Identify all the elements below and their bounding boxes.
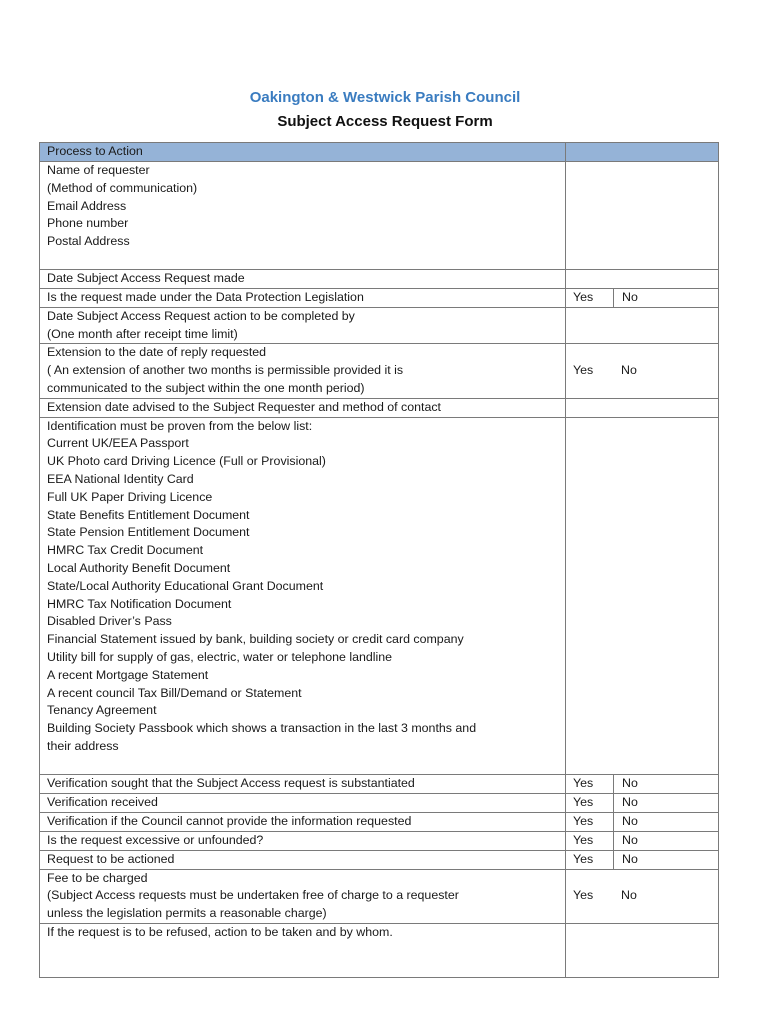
- header-blank-cell: [566, 143, 719, 162]
- verification-cannot-options: [566, 812, 719, 831]
- identification-list-item: EEA National Identity Card: [47, 471, 194, 486]
- identification-field[interactable]: [566, 417, 719, 774]
- text-line: Phone number: [47, 216, 129, 231]
- to-be-actioned-options: [566, 850, 719, 869]
- verification-sought-options: [566, 774, 719, 793]
- no-option[interactable]: No: [613, 775, 718, 793]
- header-label: Process to Action: [40, 143, 566, 162]
- requester-details-label: [40, 162, 566, 270]
- date-complete-field[interactable]: [566, 307, 719, 344]
- identification-list-item: HMRC Tax Credit Document: [47, 543, 204, 558]
- text-line: Name of requester: [47, 163, 150, 177]
- form-title: Subject Access Request Form: [277, 113, 493, 130]
- identification-list-item: HMRC Tax Notification Document: [47, 596, 232, 611]
- no-option[interactable]: No: [621, 888, 637, 903]
- organization-name: Oakington & Westwick Parish Council: [249, 89, 521, 106]
- identification-list-item: Full UK Paper Driving Licence: [47, 489, 213, 504]
- no-option[interactable]: No: [613, 813, 718, 831]
- identification-list: [40, 417, 566, 774]
- date-made-row: [40, 270, 719, 289]
- text-line: Extension to the date of reply requested: [47, 345, 267, 360]
- excessive-label: Is the request excessive or unfounded?: [40, 831, 566, 850]
- fee-options: [566, 869, 719, 923]
- text-line: communicated to the subject within the one month period): [47, 380, 365, 395]
- requester-details-field[interactable]: [566, 162, 719, 270]
- to-be-actioned-row: [40, 850, 719, 869]
- extension-advised-field[interactable]: [566, 398, 719, 417]
- text-line: (One month after receipt time limit): [47, 326, 238, 341]
- refused-field[interactable]: [566, 923, 719, 977]
- identification-list-item: A recent council Tax Bill/Demand or Statement: [47, 685, 302, 700]
- identification-heading: Identification must be proven from the below list:: [47, 418, 313, 433]
- text-line: Email Address: [47, 198, 127, 213]
- no-option[interactable]: No: [613, 794, 718, 812]
- verification-sought-label: Verification sought that the Subject Access request is substantiated: [40, 774, 566, 793]
- yes-option[interactable]: Yes: [573, 832, 594, 847]
- verification-received-row: [40, 793, 719, 812]
- verification-cannot-label: Verification if the Council cannot provide the information requested: [40, 812, 566, 831]
- yes-option[interactable]: Yes: [573, 775, 594, 790]
- text-line: (Method of communication): [47, 180, 198, 195]
- identification-list-item: Current UK/EEA Passport: [47, 436, 189, 451]
- date-complete-row: [40, 307, 719, 344]
- identification-list-item: Financial Statement issued by bank, building society or credit card company: [47, 632, 464, 647]
- fee-row: [40, 869, 719, 923]
- identification-list-item: State Pension Entitlement Document: [47, 525, 250, 540]
- date-made-label: Date Subject Access Request made: [40, 270, 566, 289]
- under-dpl-label: Is the request made under the Data Protection Legislation: [40, 288, 566, 307]
- yes-option[interactable]: Yes: [573, 794, 594, 809]
- fee-label: [40, 869, 566, 923]
- yes-option[interactable]: Yes: [573, 813, 594, 828]
- yes-option[interactable]: Yes: [573, 363, 594, 378]
- requester-row: [40, 162, 719, 270]
- identification-list-item: their address: [47, 738, 119, 753]
- yes-option[interactable]: Yes: [573, 888, 594, 903]
- identification-row: [40, 417, 719, 774]
- text-line: unless the legislation permits a reasonable charge): [47, 906, 327, 921]
- date-complete-label: [40, 307, 566, 344]
- identification-list-item: Utility bill for supply of gas, electric, water or telephone landline: [47, 649, 393, 664]
- identification-list-item: State Benefits Entitlement Document: [47, 507, 250, 522]
- identification-list-item: Tenancy Agreement: [47, 703, 157, 718]
- table-header-row: [40, 143, 719, 162]
- extension-options: [566, 344, 719, 398]
- no-option[interactable]: No: [613, 832, 718, 850]
- extension-advised-row: [40, 398, 719, 417]
- text-line: Date Subject Access Request action to be completed by: [47, 308, 355, 323]
- identification-list-item: A recent Mortgage Statement: [47, 667, 209, 682]
- identification-list-item: Disabled Driver’s Pass: [47, 614, 172, 629]
- no-option[interactable]: No: [613, 851, 718, 869]
- verification-sought-row: [40, 774, 719, 793]
- identification-list-item: Local Authority Benefit Document: [47, 560, 231, 575]
- to-be-actioned-label: Request to be actioned: [40, 850, 566, 869]
- excessive-row: [40, 831, 719, 850]
- no-option[interactable]: No: [613, 289, 718, 307]
- identification-list-item: UK Photo card Driving Licence (Full or Provisional): [47, 454, 326, 469]
- text-line: ( An extension of another two months is permissible provided it is: [47, 363, 404, 378]
- under-dpl-options: [566, 288, 719, 307]
- refused-row: [40, 923, 719, 977]
- text-line: Fee to be charged: [47, 870, 148, 885]
- refused-label: If the request is to be refused, action to be taken and by whom.: [40, 923, 566, 977]
- verification-received-label: Verification received: [40, 793, 566, 812]
- yes-option[interactable]: Yes: [573, 851, 594, 866]
- yes-option[interactable]: Yes: [573, 289, 594, 304]
- extension-label: [40, 344, 566, 398]
- identification-list-item: Building Society Passbook which shows a transaction in the last 3 months and: [47, 721, 477, 736]
- process-table: [39, 142, 719, 978]
- no-option[interactable]: No: [621, 363, 637, 378]
- verification-received-options: [566, 793, 719, 812]
- verification-cannot-row: [40, 812, 719, 831]
- excessive-options: [566, 831, 719, 850]
- extension-advised-label: Extension date advised to the Subject Requester and method of contact: [40, 398, 566, 417]
- identification-list-item: State/Local Authority Educational Grant Document: [47, 578, 324, 593]
- under-dpl-row: [40, 288, 719, 307]
- text-line: (Subject Access requests must be undertaken free of charge to a requester: [47, 888, 459, 903]
- extension-row: [40, 344, 719, 398]
- date-made-field[interactable]: [566, 270, 719, 289]
- text-line: Postal Address: [47, 234, 130, 249]
